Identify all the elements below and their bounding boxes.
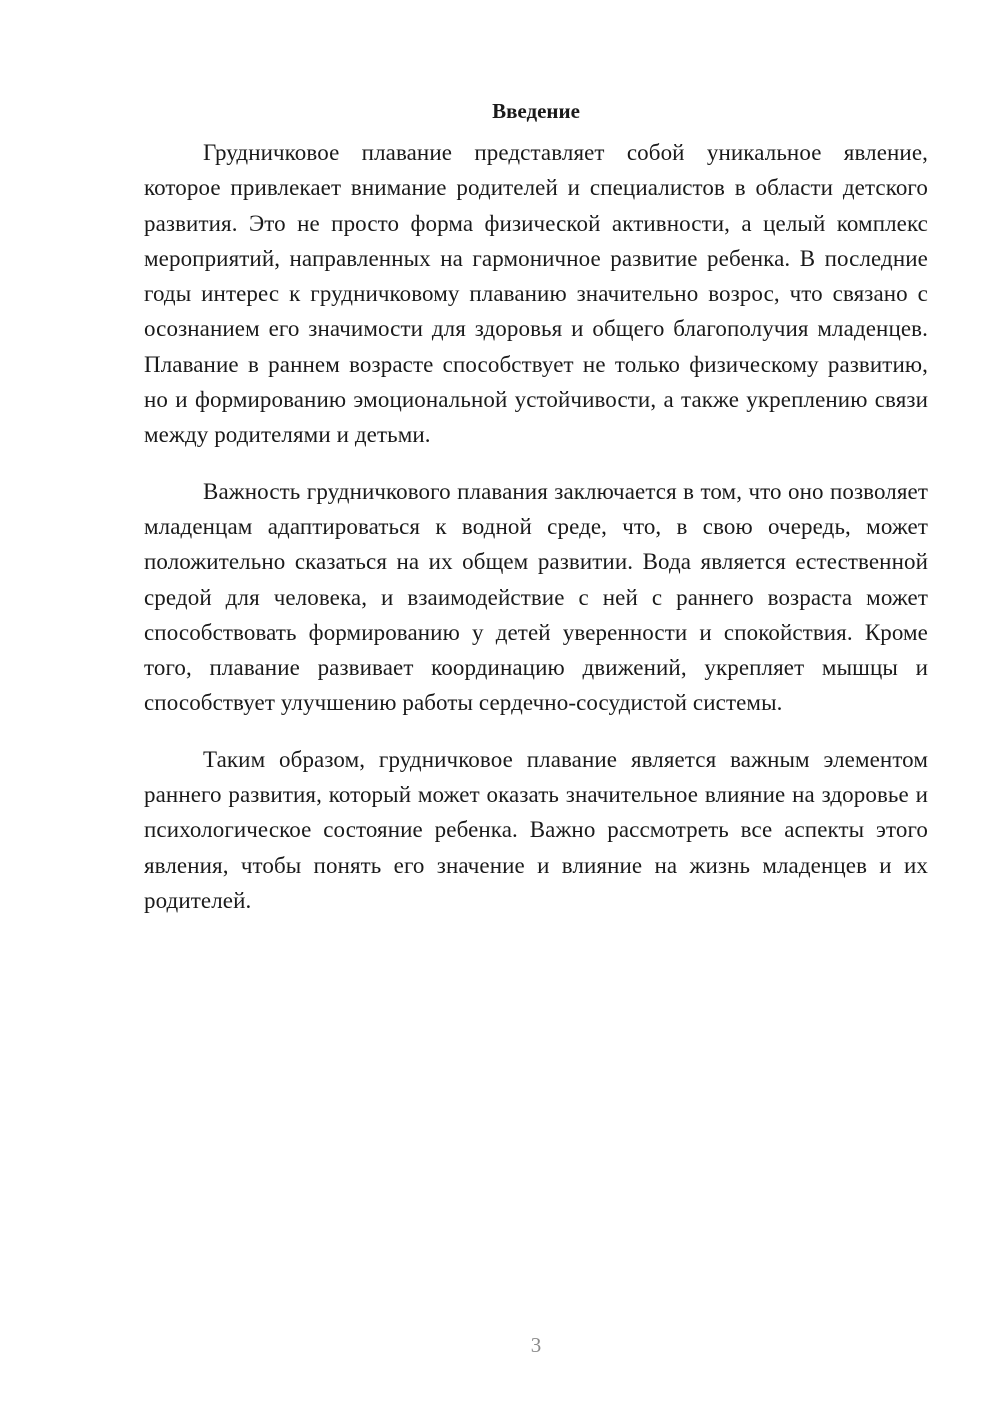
page-content <box>144 97 928 939</box>
section-title: Введение <box>492 99 580 123</box>
paragraph-2: Важность грудничкового плавания заключается в том, что оно позволяет младенцам адаптироваться к водной среде, что, в свою очередь, может положительно сказаться на их общем развитии. Вода является естественной средой для человека, и взаимодействие с ней с раннего возраста может способствовать формированию у детей уверенности и спокойствия. Кроме того, плавание развивает координацию движений, укрепляет мышцы и способствует улучшению работы сердечно-сосудистой системы. <box>144 478 928 716</box>
page-number: 3 <box>530 1333 542 1357</box>
paragraph-3: Таким образом, грудничковое плавание является важным элементом раннего развития, который может оказать значительное влияние на здоровье и психологическое состояние ребенка. Важно рассмотреть все аспекты этого явления, чтобы понять его значение и влияние на жизнь младенцев и их родителей. <box>144 746 928 913</box>
paragraph-1: Грудничковое плавание представляет собой уникальное явление, которое привлекает внимание родителей и специалистов в области детского развития. Это не просто форма физической активности, а целый комплекс мероприятий, направленных на гармоничное развитие ребенка. В последние годы интерес к грудничковому плаванию значительно возрос, что связано с осознанием его значимости для здоровья и общего благополучия младенцев. Плавание в раннем возрасте способствует не только физическому развитию, но и формированию эмоциональной устойчивости, а также укреплению связи между родителями и детьми. <box>144 140 928 448</box>
